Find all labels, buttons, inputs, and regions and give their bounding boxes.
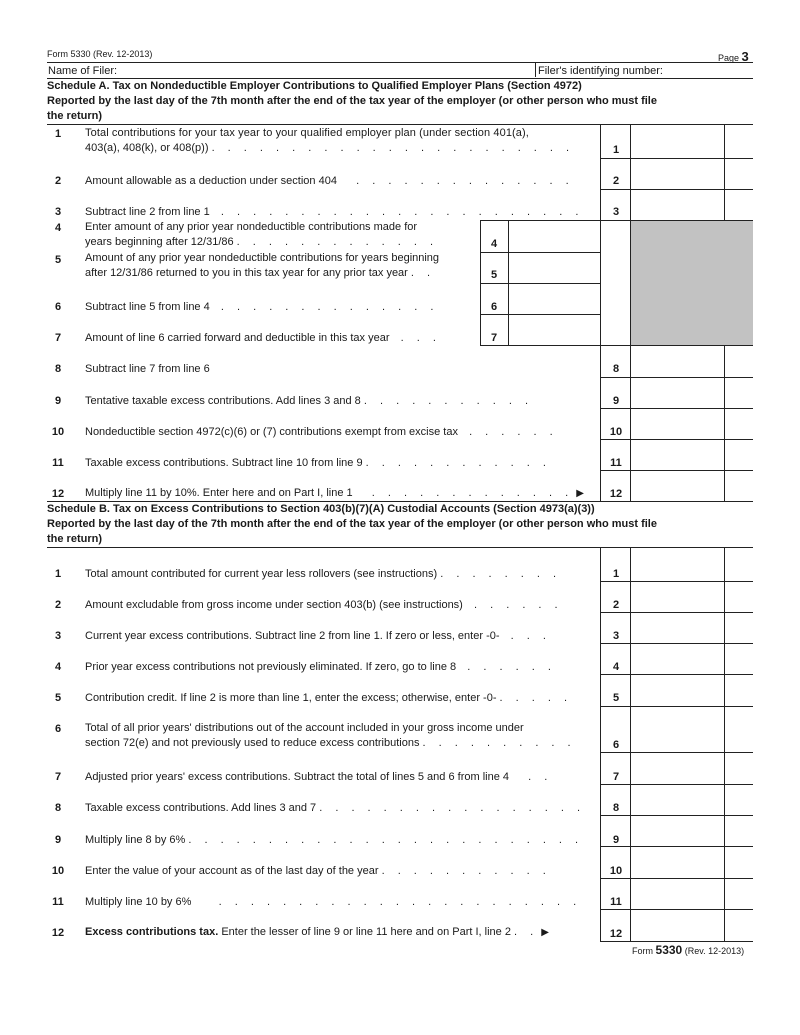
a-line-5-amount-input[interactable] [510,253,599,283]
page-number: 3 [741,49,749,64]
b-line-10-text: Enter the value of your account as of the last day of the year [85,865,379,877]
b-line-1-amount-input[interactable] [632,549,724,581]
b-line-5-text: Contribution credit. If line 2 is more than line 1, enter the excess; otherwise, enter -0- [85,692,497,704]
b-line-11-text: Multiply line 10 by 6% [85,896,192,908]
b-line-1-box: 1 [612,568,620,580]
name-of-filer-input[interactable] [130,63,530,77]
a-line-6-amount-input[interactable] [510,284,599,314]
a-line-1-box: 1 [612,144,620,156]
b-line-7-number: 7 [54,771,62,783]
b-line-6-text-cont: section 72(e) and not previously used to reduce excess contributions [85,737,420,749]
a-line-4-label: Enter amount of any prior year nondeductible contributions made for years beginning after 12/31/86 . . . . . . . . . . . . . [85,220,475,250]
b-line-1-label: Total amount contributed for current year less rollovers (see instructions) . . . . . . . . [85,568,562,580]
b-line-10-label: Enter the value of your account as of the last day of the year . . . . . . . . . . . [85,865,551,877]
footer [632,943,744,958]
b-line-11-box: 11 [610,896,622,908]
a-line-10-text: Nondeductible section 4972(c)(6) or (7) contributions exempt from excise tax [85,426,458,438]
b-line-4-box: 4 [612,661,620,673]
b-line-7-box: 7 [612,771,620,783]
b-line-11-number: 11 [52,896,64,908]
b-line-9-label: Multiply line 8 by 6% . . . . . . . . . . . . . . . . . . . . . . . . . [85,834,584,846]
a-line-12-amount-input[interactable] [632,471,724,501]
a-line-4-text: Enter amount of any prior year nondeductible contributions made for [85,221,418,233]
filer-id-label: Filer's identifying number: [538,65,663,77]
a-line-4-amount-input[interactable] [510,221,599,251]
a-line-1-number: 1 [54,128,62,140]
b-line-1-text: Total amount contributed for current year less rollovers (see instructions) [85,568,438,580]
a-line-11-label: Taxable excess contributions. Subtract line 10 from line 9 . . . . . . . . . . . . [85,457,551,469]
a-line-3-number: 3 [54,206,62,218]
b-line-12-number: 12 [51,927,65,939]
b-line-5-label: Contribution credit. If line 2 is more than line 1, enter the excess; otherwise, enter -0- . . . . . [85,692,573,704]
b-line-4-text: Prior year excess contributions not previously eliminated. If zero, go to line 8 [85,661,457,673]
a-line-6-number: 6 [54,301,62,313]
a-line-11-box: 11 [610,457,622,469]
a-line-8-box: 8 [612,363,620,375]
a-line-1-label: Total contributions for your tax year to your qualified employer plan (under section 401(a), 403(a), 408(k), or 408(p)) . . . . . . . . . . . . . . . . . . . . . . . [85,126,595,156]
b-line-3-amount-input[interactable] [632,613,724,643]
a-line-1-text: Total contributions for your tax year to your qualified employer plan (under section 401(a), [85,127,529,139]
a-line-6-text: Subtract line 5 from line 4 [85,301,210,313]
schedule-b-title: Schedule B. Tax on Excess Contributions to Section 403(b)(7)(A) Custodial Accounts (Section 4973(a)(3)) [47,503,595,515]
a-line-7-box: 7 [490,332,498,344]
a-line-6-label: Subtract line 5 from line 4 . . . . . . . . . . . . . . [85,301,439,313]
b-line-7-text: Adjusted prior years' excess contributions. Subtract the total of lines 5 and 6 from line 4 [85,771,509,783]
b-line-4-number: 4 [54,661,62,673]
b-line-9-number: 9 [54,834,62,846]
a-line-2-amount-input[interactable] [632,159,724,189]
b-line-2-box: 2 [612,599,620,611]
footer-revision: (Rev. 12-2013) [684,946,745,956]
b-line-8-box: 8 [612,802,620,814]
a-line-4-box: 4 [490,238,498,250]
page-label-text: Page [718,53,740,63]
b-line-3-box: 3 [612,630,620,642]
b-line-2-number: 2 [54,599,62,611]
b-line-9-box: 9 [612,834,620,846]
b-line-11-amount-input[interactable] [632,879,724,909]
a-line-9-amount-input[interactable] [632,378,724,408]
a-line-7-text: Amount of line 6 carried forward and deductible in this tax year [85,332,390,344]
a-line-8-text: Subtract line 7 from line 6 [85,363,210,375]
b-line-9-text: Multiply line 8 by 6% [85,834,186,846]
filer-id-input[interactable] [680,63,752,77]
footer-form-number: 5330 [655,943,683,957]
a-line-7-amount-input[interactable] [510,315,599,345]
a-line-7-label: Amount of line 6 carried forward and deductible in this tax year . . . [85,332,441,344]
a-line-3-label: Subtract line 2 from line 1 . . . . . . . . . . . . . . . . . . . . . . . [85,206,584,218]
a-line-2-label: Amount allowable as a deduction under section 404 . . . . . . . . . . . . . . [85,175,574,187]
a-line-3-text: Subtract line 2 from line 1 [85,206,210,218]
a-line-7-number: 7 [54,332,62,344]
b-line-4-amount-input[interactable] [632,644,724,674]
b-line-3-number: 3 [54,630,62,642]
b-line-10-box: 10 [609,865,623,877]
a-line-3-amount-input[interactable] [632,190,724,220]
b-line-9-amount-input[interactable] [632,816,724,846]
a-line-10-label: Nondeductible section 4972(c)(6) or (7) contributions exempt from excise tax . . . . . . [85,426,558,438]
a-line-6-box: 6 [490,301,498,313]
a-line-12-box: 12 [609,488,623,500]
a-line-10-box: 10 [609,426,623,438]
a-line-9-label: Tentative taxable excess contributions. Add lines 3 and 8 . . . . . . . . . . . [85,395,534,407]
b-line-6-box: 6 [612,739,620,751]
a-line-8-amount-input[interactable] [632,346,724,376]
b-line-2-text: Amount excludable from gross income under section 403(b) (see instructions) [85,599,463,611]
b-line-6-label: Total of all prior years' distributions out of the account included in your gross income under section 72(e) and not previously used to reduce excess contributions . . . . . . . . . . [85,721,595,751]
b-line-3-label: Current year excess contributions. Subtract line 2 from line 1. If zero or less, enter -0- . . . [85,630,551,642]
a-line-11-text: Taxable excess contributions. Subtract line 10 from line 9 [85,457,363,469]
b-line-7-amount-input[interactable] [632,753,724,784]
b-line-12-text-bold: Excess contributions tax. [85,926,219,938]
schedule-b-subtitle-cont: the return) [47,533,102,545]
arrow-icon: ▶ [541,927,549,938]
b-line-11-label: Multiply line 10 by 6% . . . . . . . . . . . . . . . . . . . . . . . [85,896,582,908]
schedule-a-title: Schedule A. Tax on Nondeductible Employer Contributions to Qualified Employer Plans (Section 4972) [47,80,582,92]
name-of-filer-label: Name of Filer: [48,65,118,77]
a-line-9-number: 9 [54,395,62,407]
b-line-3-text: Current year excess contributions. Subtract line 2 from line 1. If zero or less, enter -0- [85,630,500,642]
a-line-5-text: Amount of any prior year nondeductible contributions for years beginning [85,252,440,264]
b-line-2-label: Amount excludable from gross income under section 403(b) (see instructions) . . . . . . [85,599,563,611]
a-line-11-number: 11 [52,457,64,469]
a-line-9-box: 9 [612,395,620,407]
a-line-5-box: 5 [490,269,498,281]
b-line-8-text: Taxable excess contributions. Add lines 3 and 7 [85,802,317,814]
shaded-area [631,221,753,345]
b-line-2-amount-input[interactable] [632,582,724,612]
b-line-12-box: 12 [609,928,623,940]
a-line-5-number: 5 [54,254,62,266]
b-line-10-amount-input[interactable] [632,847,724,878]
b-line-6-text: Total of all prior years' distributions out of the account included in your gross income under [85,722,524,734]
b-line-5-amount-input[interactable] [632,675,724,706]
b-line-5-box: 5 [612,692,620,704]
a-line-10-number: 10 [51,426,65,438]
a-line-12-number: 12 [51,488,65,500]
a-line-5-label: Amount of any prior year nondeductible contributions for years beginning after 12/31/86 returned to you in this tax year for any prior tax year . . [85,251,475,281]
b-line-12-text: Enter the lesser of line 9 or line 11 here and on Part I, line 2 [221,926,511,938]
a-line-12-label: Multiply line 11 by 10%. Enter here and on Part I, line 1 . . . . . . . . . . . . . ▶ [85,487,584,499]
b-line-10-number: 10 [51,865,65,877]
a-line-5-text-cont: after 12/31/86 returned to you in this tax year for any prior tax year [85,267,408,279]
b-line-5-number: 5 [54,692,62,704]
a-line-11-amount-input[interactable] [632,440,724,470]
form-id: Form 5330 (Rev. 12-2013) [47,49,153,59]
a-line-3-box: 3 [612,206,620,218]
b-line-8-label: Taxable excess contributions. Add lines 3 and 7 . . . . . . . . . . . . . . . . . [85,802,586,814]
a-line-2-number: 2 [54,175,62,187]
b-line-1-number: 1 [54,568,62,580]
schedule-a-subtitle-cont: the return) [47,110,102,122]
b-line-8-amount-input[interactable] [632,785,724,815]
a-line-10-amount-input[interactable] [632,409,724,439]
a-line-8-number: 8 [54,363,62,375]
a-line-1-amount-input[interactable] [632,125,724,157]
arrow-icon: ▶ [576,488,584,499]
a-line-12-text: Multiply line 11 by 10%. Enter here and on Part I, line 1 [85,487,353,499]
b-line-4-label: Prior year excess contributions not previously eliminated. If zero, go to line 8 . . . . . . [85,661,556,673]
b-line-12-amount-input[interactable] [632,910,724,941]
a-line-9-text: Tentative taxable excess contributions. Add lines 3 and 8 [85,395,361,407]
b-line-8-number: 8 [54,802,62,814]
a-line-2-text: Amount allowable as a deduction under section 404 [85,175,337,187]
a-line-1-text-cont: 403(a), 408(k), or 408(p)) [85,142,209,154]
b-line-6-number: 6 [54,723,62,735]
footer-form-label: Form [632,946,653,956]
a-line-4-text-cont: years beginning after 12/31/86 [85,236,234,248]
a-line-8-label [85,362,595,377]
schedule-b-subtitle: Reported by the last day of the 7th month after the end of the tax year of the employer (or other person who must file [47,518,657,530]
schedule-a-subtitle: Reported by the last day of the 7th month after the end of the tax year of the employer (or other person who must file [47,95,657,107]
b-line-7-label: Adjusted prior years' excess contributions. Subtract the total of lines 5 and 6 from line 4 . . [85,771,553,783]
b-line-6-amount-input[interactable] [632,707,724,752]
a-line-2-box: 2 [612,175,620,187]
a-line-4-number: 4 [54,222,62,234]
b-line-12-label: Excess contributions tax. Enter the lesser of line 9 or line 11 here and on Part I, line 2 . . ▶ [85,926,549,938]
